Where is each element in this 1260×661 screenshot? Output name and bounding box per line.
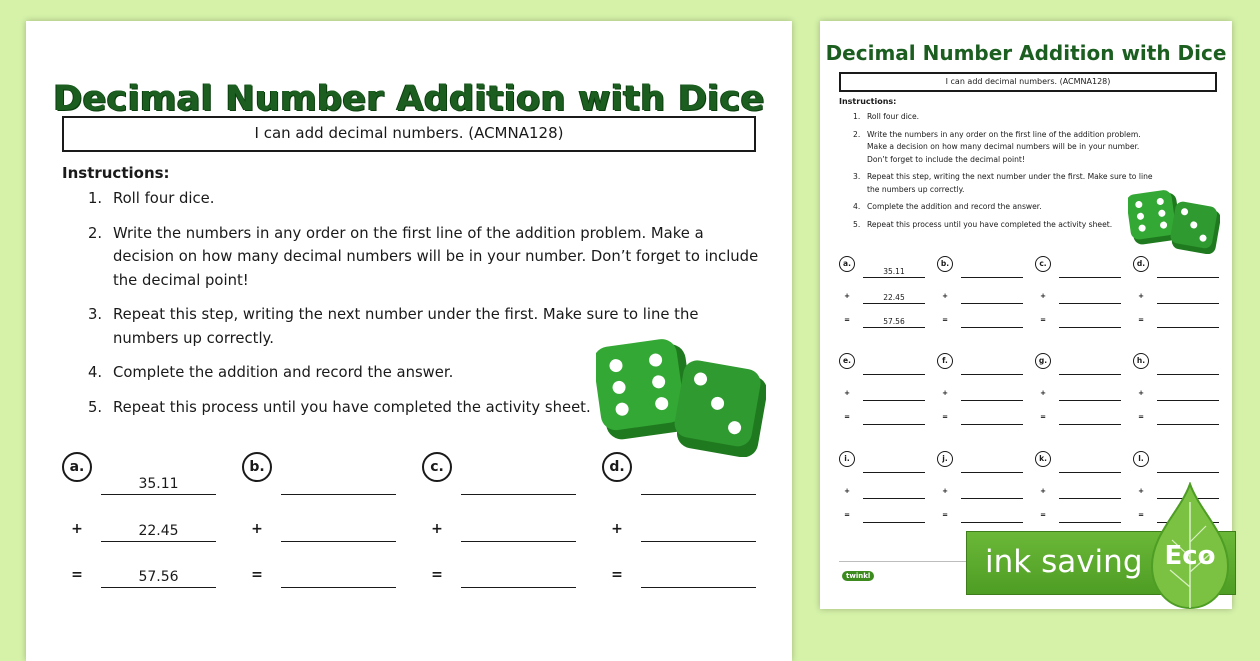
learning-objective: I can add decimal numbers. (ACMNA128) (62, 116, 756, 152)
plus-sign: + (1138, 389, 1144, 397)
problem-f (937, 353, 1027, 433)
first-number-line[interactable] (961, 266, 1023, 278)
dice-icon (596, 337, 766, 457)
plus-sign: + (1138, 487, 1144, 495)
second-number-line[interactable] (281, 521, 396, 542)
problem-label: a. (62, 452, 92, 482)
first-number-line[interactable] (1059, 266, 1121, 278)
plus-sign: + (1040, 487, 1046, 495)
answer-line[interactable] (1059, 316, 1121, 328)
second-number-line[interactable] (863, 389, 925, 401)
answer-line[interactable]: 57.56 (101, 567, 216, 588)
answer-line[interactable] (1059, 511, 1121, 523)
second-number-line[interactable] (961, 487, 1023, 499)
problem-d (1133, 256, 1223, 336)
problem-label: f. (937, 353, 953, 369)
plus-sign: + (1040, 389, 1046, 397)
equals-sign: = (611, 567, 623, 583)
equals-sign: = (844, 413, 850, 421)
answer-line[interactable] (641, 567, 756, 588)
second-number-line[interactable] (961, 389, 1023, 401)
equals-sign: = (1138, 511, 1144, 519)
answer-line[interactable] (961, 413, 1023, 425)
answer-line[interactable] (1157, 413, 1219, 425)
instruction-step: 3. Repeat this step, writing the next number under the first. Make sure to line the numbers up correctly. (853, 172, 1153, 194)
problem-label: d. (1133, 256, 1149, 272)
twinkl-logo-icon: twinkl (842, 571, 874, 581)
first-number-line[interactable] (1157, 363, 1219, 375)
equals-sign: = (942, 511, 948, 519)
instruction-step: 1. Roll four dice. (88, 190, 215, 207)
instruction-step: 4. Complete the addition and record the answer. (88, 364, 454, 381)
answer-line[interactable] (281, 567, 396, 588)
answer-line[interactable] (461, 567, 576, 588)
first-number-line[interactable] (863, 461, 925, 473)
instruction-step: 5. Repeat this process until you have completed the activity sheet. (88, 398, 591, 416)
equals-sign: = (431, 567, 443, 583)
problem-label: e. (839, 353, 855, 369)
eco-label: Eco (1164, 541, 1216, 571)
plus-sign: + (942, 389, 948, 397)
first-number-line[interactable] (1059, 363, 1121, 375)
problem-b (937, 256, 1027, 336)
problem-label: h. (1133, 353, 1149, 369)
equals-sign: = (251, 567, 263, 583)
learning-objective: I can add decimal numbers. (ACMNA128) (839, 72, 1217, 92)
problem-label: b. (937, 256, 953, 272)
problem-label: c. (1035, 256, 1051, 272)
problem-label: j. (937, 451, 953, 467)
first-number-line[interactable] (961, 363, 1023, 375)
instruction-step: 3. Repeat this step, writing the next number under the first. Make sure to line the numbers up correctly. (88, 306, 699, 347)
plus-sign: + (844, 292, 850, 300)
answer-line[interactable] (1059, 413, 1121, 425)
problem-k (1035, 451, 1125, 531)
problem-i (839, 451, 929, 531)
problem-e (839, 353, 929, 433)
problem-label: k. (1035, 451, 1051, 467)
plus-sign: + (71, 521, 83, 537)
first-number-line[interactable] (961, 461, 1023, 473)
equals-sign: = (1138, 413, 1144, 421)
plus-sign: + (1040, 292, 1046, 300)
page-title: Decimal Number Addition with Dice (825, 41, 1227, 65)
second-number-line[interactable] (461, 521, 576, 542)
second-number-line[interactable] (1059, 292, 1121, 304)
first-number-line[interactable] (1157, 461, 1219, 473)
second-number-line[interactable]: 22.45 (101, 521, 216, 542)
instruction-step: 2. Write the numbers in any order on the first line of the addition problem. Make a decision on how many decimal numbers will be in your number. Don’t forget to include the decimal point! (853, 129, 1141, 164)
problem-c (422, 452, 582, 592)
problem-label: b. (242, 452, 272, 482)
instruction-step: 2. Write the numbers in any order on the first line of the addition problem. Make a decision on how many decimal numbers will be in your number. Don’t forget to include the decimal point! (88, 224, 759, 289)
instruction-step: 5. Repeat this process until you have completed the activity sheet. (853, 219, 1113, 229)
problem-label: a. (839, 256, 855, 272)
problem-j (937, 451, 1027, 531)
plus-sign: + (1138, 292, 1144, 300)
equals-sign: = (844, 316, 850, 324)
equals-sign: = (844, 511, 850, 519)
plus-sign: + (611, 521, 623, 537)
answer-line[interactable] (863, 511, 925, 523)
answer-line[interactable]: 57.56 (863, 316, 925, 328)
first-number-line[interactable] (1059, 461, 1121, 473)
problem-d (602, 452, 762, 592)
equals-sign: = (942, 316, 948, 324)
first-number-line[interactable] (1157, 266, 1219, 278)
first-number-line[interactable] (641, 474, 756, 495)
ink-saving-text: ink saving (985, 544, 1143, 580)
instructions-heading: Instructions: (839, 97, 897, 106)
problem-a (62, 452, 222, 592)
equals-sign: = (1040, 511, 1046, 519)
first-number-line[interactable]: 35.11 (863, 266, 925, 278)
problem-a (839, 256, 929, 336)
problem-b (242, 452, 402, 592)
page-title: Decimal Number Addition with Dice (53, 79, 765, 119)
equals-sign: = (1040, 413, 1046, 421)
first-number-line[interactable] (863, 363, 925, 375)
second-number-line[interactable]: 22.45 (863, 292, 925, 304)
answer-line[interactable] (961, 316, 1023, 328)
second-number-line[interactable] (1157, 292, 1219, 304)
plus-sign: + (431, 521, 443, 537)
equals-sign: = (1040, 316, 1046, 324)
first-number-line[interactable] (281, 474, 396, 495)
problem-label: i. (839, 451, 855, 467)
instruction-step: 4. Complete the addition and record the answer. (853, 202, 1042, 211)
second-number-line[interactable] (961, 292, 1023, 304)
plus-sign: + (942, 292, 948, 300)
second-number-line[interactable] (1059, 487, 1121, 499)
problem-label: g. (1035, 353, 1051, 369)
second-number-line[interactable] (863, 487, 925, 499)
problem-h (1133, 353, 1223, 433)
instruction-step: 1. Roll four dice. (853, 112, 920, 121)
equals-sign: = (1138, 316, 1144, 324)
plus-sign: + (844, 487, 850, 495)
problem-label: d. (602, 452, 632, 482)
second-number-line[interactable] (641, 521, 756, 542)
second-number-line[interactable] (1157, 389, 1219, 401)
worksheet-page-zoomed (26, 21, 792, 661)
equals-sign: = (71, 567, 83, 583)
plus-sign: + (942, 487, 948, 495)
problem-label: l. (1133, 451, 1149, 467)
plus-sign: + (251, 521, 263, 537)
answer-line[interactable] (1157, 316, 1219, 328)
first-number-line[interactable] (461, 474, 576, 495)
answer-line[interactable] (961, 511, 1023, 523)
dice-icon (1128, 189, 1220, 254)
problem-g (1035, 353, 1125, 433)
instructions-list (853, 111, 1153, 236)
problem-c (1035, 256, 1125, 336)
plus-sign: + (844, 389, 850, 397)
answer-line[interactable] (863, 413, 925, 425)
second-number-line[interactable] (1059, 389, 1121, 401)
first-number-line[interactable]: 35.11 (101, 474, 216, 495)
equals-sign: = (942, 413, 948, 421)
instructions-heading: Instructions: (62, 164, 170, 182)
problem-label: c. (422, 452, 452, 482)
